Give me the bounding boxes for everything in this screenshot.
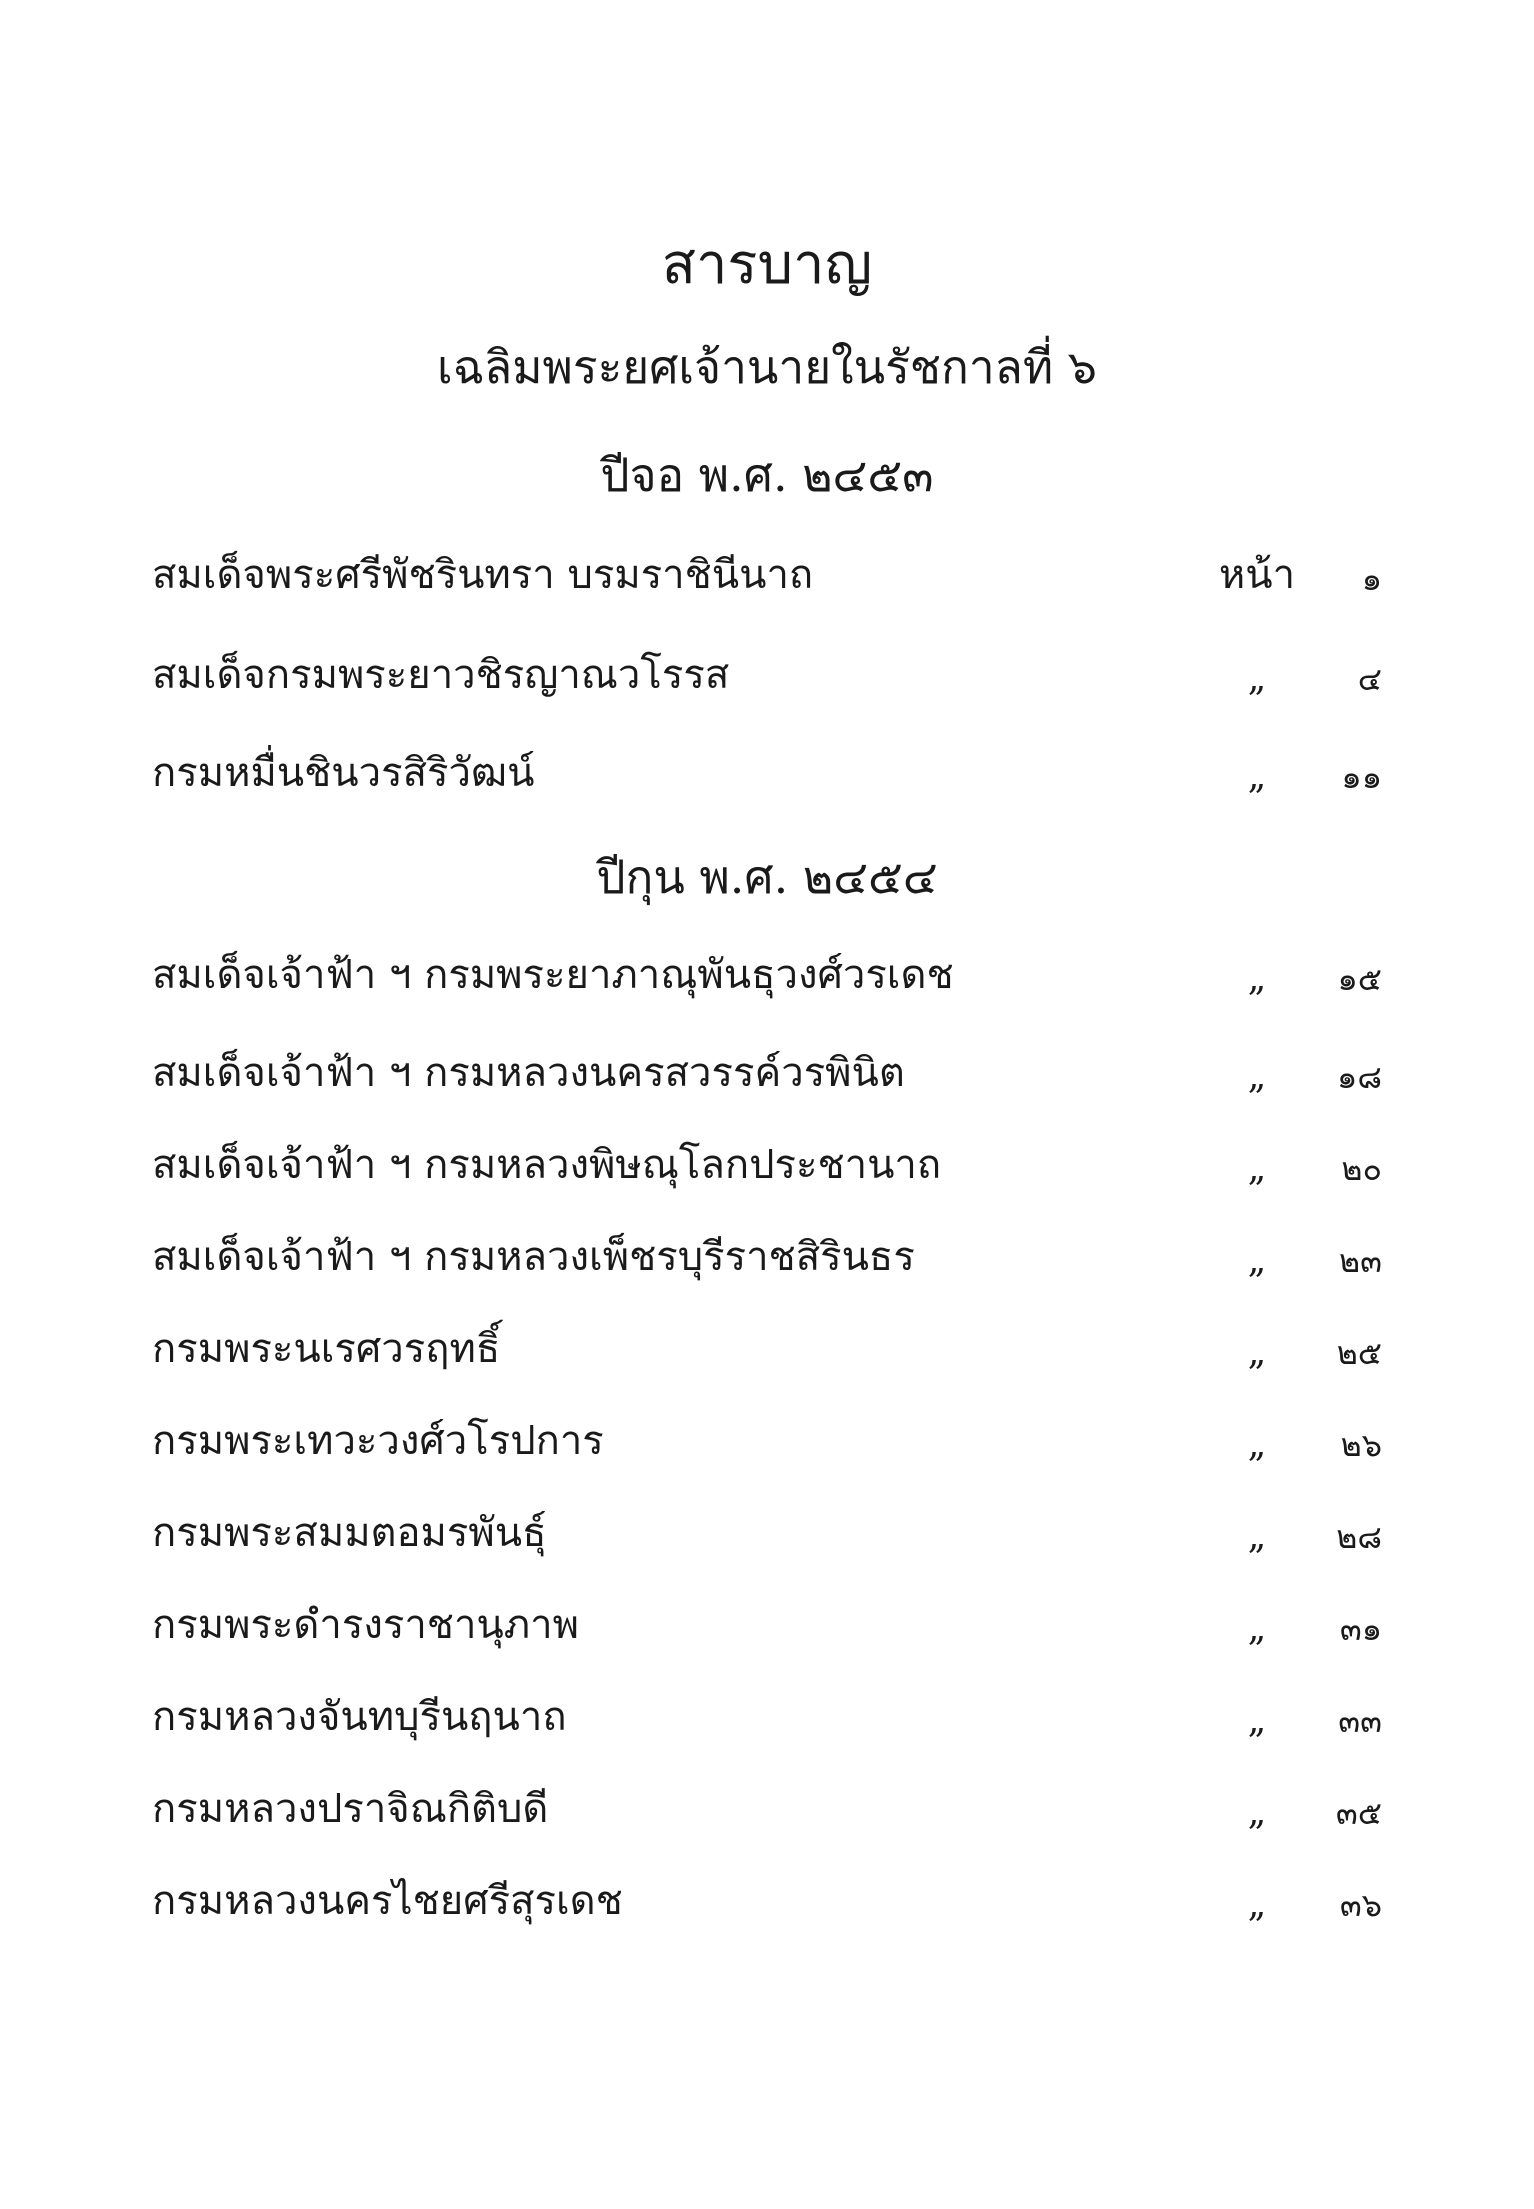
page-number: ๓๓ [1338, 1702, 1382, 1740]
ditto-mark: „ [1247, 1424, 1267, 1465]
section-heading: ปีกุน พ.ศ. ๒๔๕๔ [596, 850, 938, 904]
toc-entry[interactable] [152, 1590, 1382, 1660]
toc-entry[interactable] [152, 940, 1382, 1010]
entry-title: กรมหมื่นชินวรสิริวัฒน์ [152, 750, 535, 796]
toc-entry[interactable] [152, 1222, 1382, 1292]
page-title: สารบาญ [661, 232, 873, 297]
toc-entry[interactable] [152, 1774, 1382, 1844]
ditto-mark: „ [1247, 1240, 1267, 1281]
page-number: ๓๖ [1339, 1886, 1382, 1924]
page-number: ๓๑ [1339, 1610, 1382, 1648]
page-subtitle: เฉลิมพระยศเจ้านายในรัชกาลที่ ๖ [436, 340, 1098, 394]
entry-title: สมเด็จพระศรีพัชรินทรา บรมราชินีนาถ [152, 552, 814, 598]
entry-title: สมเด็จเจ้าฟ้า ฯ กรมหลวงเพ็ชรบุรีราชสิรินธร [152, 1234, 915, 1280]
ditto-mark: „ [1247, 1700, 1267, 1741]
ditto-mark: „ [1247, 1608, 1267, 1649]
toc-entry[interactable] [152, 1314, 1382, 1384]
toc-entry[interactable] [152, 1130, 1382, 1200]
entry-title: กรมพระนเรศวรฤทธิ์ [152, 1326, 501, 1372]
toc-entry[interactable] [152, 1038, 1382, 1108]
ditto-mark: „ [1247, 1332, 1267, 1373]
toc-entry[interactable] [152, 1866, 1382, 1936]
entry-title: กรมหลวงจันทบุรีนฤนาถ [152, 1694, 567, 1740]
toc-entry[interactable] [152, 1406, 1382, 1476]
entry-title: กรมหลวงปราจิณกิติบดี [152, 1786, 549, 1832]
ditto-mark: „ [1247, 756, 1267, 797]
ditto-mark: „ [1247, 958, 1267, 999]
page-label: หน้า [1218, 552, 1296, 598]
page-number: ๑๘ [1337, 1058, 1382, 1096]
page-number: ๒๓ [1339, 1242, 1382, 1280]
entry-title: สมเด็จกรมพระยาวชิรญาณวโรรส [152, 652, 730, 698]
entry-title: สมเด็จเจ้าฟ้า ฯ กรมหลวงพิษณุโลกประชานาถ [152, 1142, 942, 1188]
entry-title: สมเด็จเจ้าฟ้า ฯ กรมพระยาภาณุพันธุวงศ์วรเดช [152, 952, 954, 998]
page-number: ๒๘ [1336, 1518, 1382, 1556]
toc-entry[interactable] [152, 540, 1382, 610]
toc-entry[interactable] [152, 1498, 1382, 1568]
ditto-mark: „ [1247, 658, 1267, 699]
ditto-mark: „ [1247, 1148, 1267, 1189]
ditto-mark: „ [1247, 1792, 1267, 1833]
entry-title: กรมหลวงนครไชยศรีสุรเดช [152, 1878, 623, 1924]
section-heading: ปีจอ พ.ศ. ๒๔๕๓ [600, 448, 934, 502]
toc-entry[interactable] [152, 1682, 1382, 1752]
ditto-mark: „ [1247, 1056, 1267, 1097]
page-number: ๑๑ [1341, 758, 1382, 796]
page-number: ๓๕ [1335, 1794, 1382, 1832]
page-number: ๒๕ [1336, 1334, 1382, 1372]
entry-title: กรมพระสมมตอมรพันธุ์ [152, 1510, 547, 1556]
page-number: ๑ [1361, 560, 1382, 598]
page-number: ๒๖ [1340, 1426, 1382, 1464]
toc-entry[interactable] [152, 738, 1382, 808]
entry-title: สมเด็จเจ้าฟ้า ฯ กรมหลวงนครสวรรค์วรพินิต [152, 1050, 905, 1096]
toc-entry[interactable] [152, 640, 1382, 710]
page-number: ๒๐ [1341, 1150, 1382, 1188]
entry-title: กรมพระดำรงราชานุภาพ [152, 1602, 579, 1648]
entry-title: กรมพระเทวะวงศ์วโรปการ [152, 1418, 604, 1464]
page-number: ๑๕ [1337, 960, 1382, 998]
ditto-mark: „ [1247, 1516, 1267, 1557]
page-number: ๔ [1357, 660, 1382, 698]
ditto-mark: „ [1247, 1884, 1267, 1925]
